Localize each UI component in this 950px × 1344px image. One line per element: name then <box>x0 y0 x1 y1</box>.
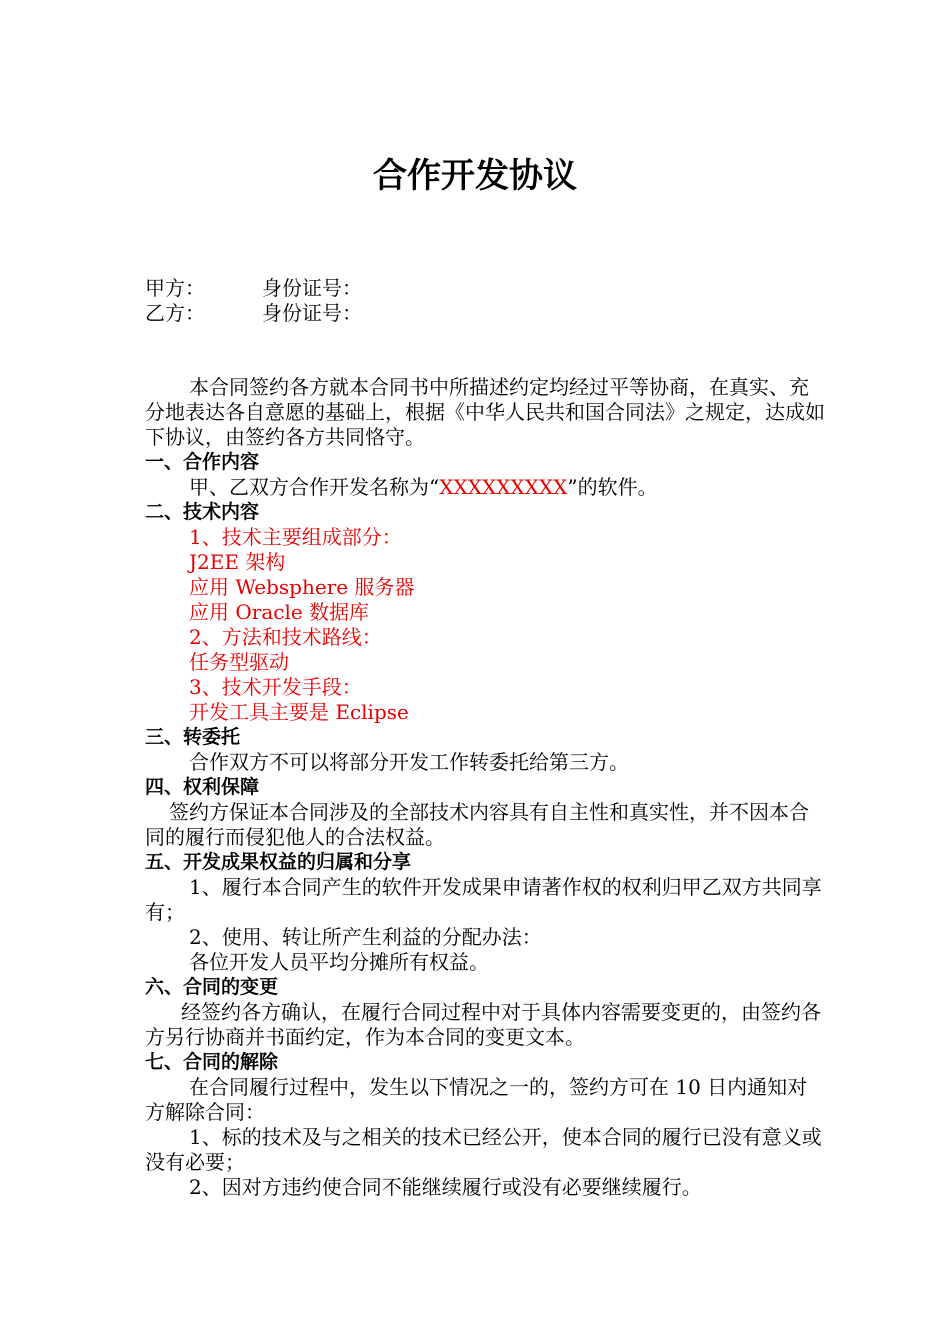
project-name: XXXXXXXXX <box>439 475 568 499</box>
section-5-heading: 五、开发成果权益的归属和分享 <box>145 851 412 873</box>
section-6-text: 经签约各方确认，在履行合同过程中对于具体内容需要变更的，由签约各方另行协商并书面约定，作为本合同的变更文本。 <box>145 1000 821 1049</box>
tech-line: 开发工具主要是 Eclipse <box>189 700 409 724</box>
section-2-heading: 二、技术内容 <box>145 501 260 523</box>
party-b-row <box>145 301 362 326</box>
section-4-text: 签约方保证本合同涉及的全部技术内容具有自主性和真实性，并不因本合同的履行而侵犯他人的合法权益。 <box>145 800 809 849</box>
party-b-label: 乙方： <box>145 301 205 325</box>
tech-line: 3、技术开发手段： <box>189 675 362 699</box>
tech-line: 2、方法和技术路线： <box>189 625 382 649</box>
section-7-item-2: 2、因对方违约使合同不能继续履行或没有必要继续履行。 <box>189 1175 702 1199</box>
section-1-text-before: 甲、乙双方合作开发名称为“ <box>189 475 440 499</box>
section-4-heading: 四、权利保障 <box>145 776 260 798</box>
tech-line: 应用 Websphere 服务器 <box>189 575 415 599</box>
parties-block <box>145 276 362 326</box>
section-5-item-2: 2、使用、转让所产生利益的分配办法： <box>189 925 542 949</box>
section-6-heading: 六、合同的变更 <box>145 976 279 998</box>
section-7-heading: 七、合同的解除 <box>145 1051 279 1073</box>
section-7-item-1: 1、标的技术及与之相关的技术已经公开，使本合同的履行已没有意义或没有必要； <box>145 1125 822 1174</box>
section-7-text: 在合同履行过程中，发生以下情况之一的，签约方可在 10 日内通知对方解除合同： <box>145 1075 808 1124</box>
tech-line: 任务型驱动 <box>189 650 289 674</box>
party-a-id-label: 身份证号： <box>262 276 362 300</box>
section-3-heading: 三、转委托 <box>145 726 241 748</box>
section-1-text-after: ”的软件。 <box>567 475 658 499</box>
section-3-text: 合作双方不可以将部分开发工作转委托给第三方。 <box>189 750 629 774</box>
section-5-item-2-detail: 各位开发人员平均分摊所有权益。 <box>189 950 489 974</box>
intro-paragraph: 本合同签约各方就本合同书中所描述约定均经过平等协商，在真实、充分地表达各自意愿的基础上，根据《中华人民共和国合同法》之规定，达成如下协议，由签约各方共同恪守。 <box>145 375 825 449</box>
party-a-row <box>145 276 362 301</box>
section-1-text <box>145 475 825 500</box>
tech-line: 应用 Oracle 数据库 <box>189 600 370 624</box>
party-a-label: 甲方： <box>145 276 205 300</box>
document-title: 合作开发协议 <box>373 156 577 196</box>
tech-line: 1、技术主要组成部分： <box>189 525 402 549</box>
section-1-heading: 一、合作内容 <box>145 451 260 473</box>
section-5-item-1: 1、履行本合同产生的软件开发成果申请著作权的权利归甲乙双方共同享有； <box>145 875 822 924</box>
contract-body <box>145 375 825 1200</box>
tech-line: J2EE 架构 <box>189 550 286 574</box>
party-b-id-label: 身份证号： <box>262 301 362 325</box>
